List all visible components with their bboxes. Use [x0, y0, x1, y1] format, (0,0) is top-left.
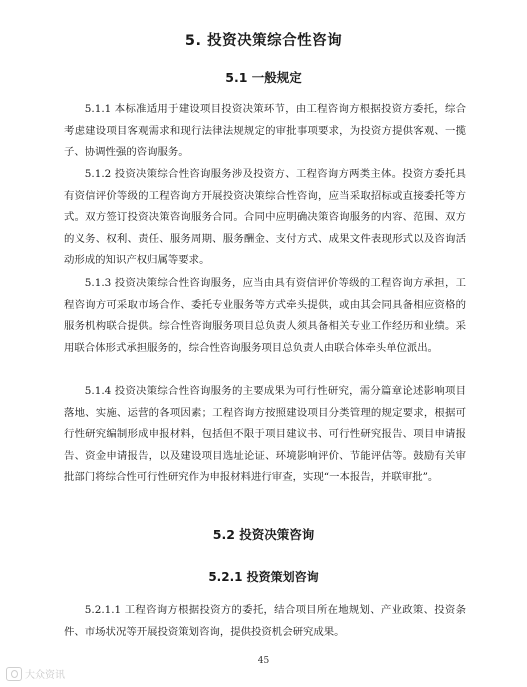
paragraph-5-1-2: 5.1.2 投资决策综合性咨询服务涉及投资方、工程咨询方两类主体。投资方委托具有资信评价等级的工程咨询方开展投资决策综合性咨询，应当采取招标或直接委托等方式。双方签订投资决策咨询服务合同。合同中应明确决策咨询服务的内容、范围、双方的义务、权利、责任、服务周期、服务酬金、支付方式、成果文件表现形式以及咨询活动形成的知识产权归属等要求。 [64, 168, 466, 267]
watermark [6, 666, 65, 681]
paragraph-5-1-1: 5.1.1 本标准适用于建设项目投资决策环节，由工程咨询方根据投资方委托，综合考虑建设项目客观需求和现行法律法规规定的审批事项要求，为投资方提供客观、一揽子、协调性强的咨询服务。 [64, 103, 466, 159]
chapter-title: 5. 投资决策综合性咨询 [184, 33, 343, 49]
section-heading-5-2-1: 5.2.1 投资策划咨询 [208, 570, 319, 584]
watermark-text: 大众资讯 [25, 670, 65, 681]
page-number: 45 [257, 656, 270, 666]
paragraph-5-2-1-1: 5.2.1.1 工程咨询方根据投资方的委托，结合项目所在地规划、产业政策、投资条件、市场状况等开展投资策划咨询，提供投资机会研究成果。 [64, 604, 466, 638]
section-heading-5-2: 5.2 投资决策咨询 [212, 527, 315, 542]
section-heading-5-1: 5.1 一般规定 [225, 70, 302, 85]
paragraph-5-1-4: 5.1.4 投资决策综合性咨询服务的主要成果为可行性研究，需分篇章论述影响项目落地、实施、运营的各项因素；工程咨询方按照建设项目分类管理的规定要求，根据可行性研究编制形成申报材料，包括但不限于项目建议书、可行性研究报告、项目申请报告、资金申请报告，以及建设项目选址论证、环境影响评价、节能评估等。鼓励有关审批部门将综合性可行性研究作为申报材料进行审查，实现“一本报告，并联审批”。 [64, 385, 466, 484]
camera-watermark-icon [6, 667, 22, 681]
paragraph-5-1-3: 5.1.3 投资决策综合性咨询服务，应当由具有资信评价等级的工程咨询方承担，工程咨询方可采取市场合作、委托专业服务等方式牵头提供，或由其会同具备相应资格的服务机构联合提供。综合性咨询服务项目总负责人须具备相关专业工作经历和业绩。采用联合体形式承担服务的，综合性咨询服务项目总负责人由联合体牵头单位派出。 [64, 277, 466, 354]
